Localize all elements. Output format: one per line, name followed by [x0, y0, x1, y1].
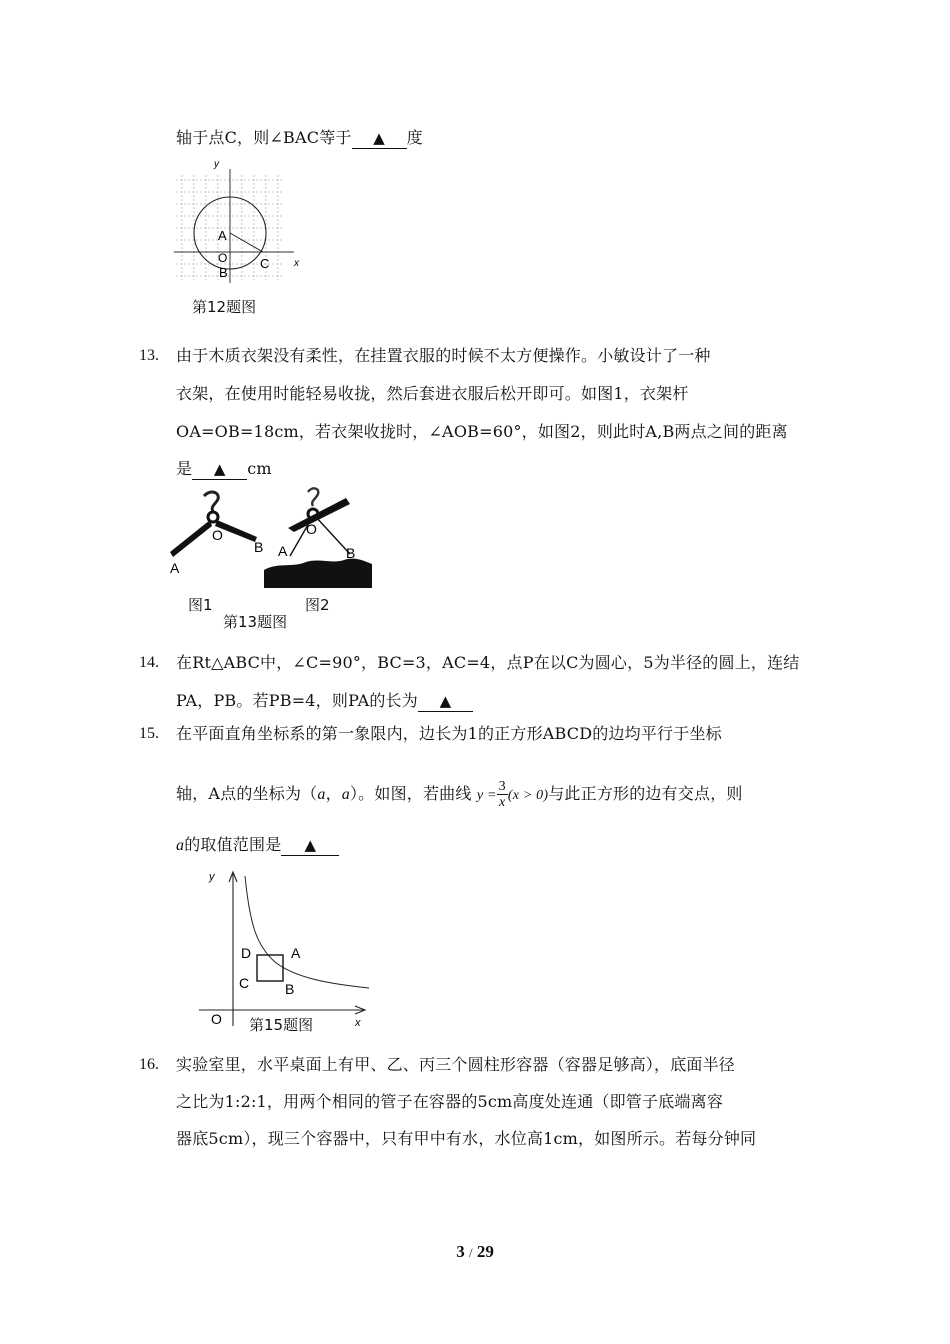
q13-fig1-o: O: [212, 527, 223, 543]
q13-line2: 衣架，在使用时能轻易收拢，然后套进衣服后松开即可。如图1，衣架杆: [176, 384, 689, 403]
q13-unit: cm: [247, 459, 272, 478]
page-footer: [0, 1242, 950, 1262]
q15-formula-cond: (x > 0): [507, 788, 549, 803]
q15-point-d: D: [241, 945, 252, 961]
q12-x-label: x: [294, 258, 299, 269]
q15-point-o: O: [211, 1011, 222, 1027]
blank-triangle: ▲: [373, 129, 385, 147]
q13-caption: 第13题图: [223, 613, 288, 631]
page-separator: /: [468, 1245, 473, 1260]
q15-comma: ，: [325, 784, 342, 803]
q12-text: 轴于点C，则∠BAC等于: [176, 128, 352, 147]
q14-line2: [176, 690, 473, 712]
q13-fig1-caption: 图1: [188, 596, 213, 614]
blank-triangle: ▲: [304, 836, 317, 854]
blank-triangle: ▲: [439, 692, 452, 710]
q14-answer-blank: [418, 691, 473, 712]
q15-var-a-2: a: [341, 786, 350, 803]
q13-number: 13.: [139, 347, 159, 364]
q13-fig1-a: A: [170, 560, 180, 576]
q15-point-c: C: [239, 975, 250, 991]
q15-formula-y: y =: [476, 788, 497, 803]
q15-line3-suffix: 的取值范围是: [184, 835, 282, 854]
q15-var-a: a: [317, 786, 326, 803]
q12-figure: [170, 155, 310, 295]
q12-point-c: C: [260, 256, 270, 271]
q15-number: 15.: [139, 725, 159, 742]
q13-fig2: [258, 484, 378, 588]
q16-line3: 器底5cm），现三个容器中，只有甲中有水，水位高1cm，如图所示。若每分钟同: [176, 1129, 757, 1148]
blank-triangle: ▲: [213, 460, 226, 478]
q12-answer-blank: [352, 128, 407, 149]
q15-figure: [195, 866, 370, 1032]
q15-y-label: y: [209, 871, 215, 883]
q13-line4: [176, 458, 272, 480]
q15-formula-fraction: [497, 779, 508, 810]
q15-point-a: A: [291, 945, 301, 961]
q15-line1: 在平面直角坐标系的第一象限内，边长为1的正方形ABCD的边均平行于坐标: [176, 724, 722, 743]
q15-point-b: B: [285, 981, 295, 997]
q12-line: [176, 127, 423, 149]
q15-line2-b: ）。如图，若曲线: [349, 784, 472, 803]
q12-caption: 第12题图: [192, 298, 257, 316]
q13-answer-blank: [192, 459, 247, 480]
q13-line4-prefix: 是: [176, 459, 193, 478]
q14-line2-prefix: PA，PB。若PB=4，则PA的长为: [176, 691, 418, 710]
q13-fig1-b: B: [254, 539, 264, 555]
q13-fig2-caption: 图2: [305, 596, 330, 614]
q13-line3: OA=OB=18cm，若衣架收拢时，∠AOB=60°，如图2，则此时A,B两点之间的距离: [176, 422, 788, 441]
q13-fig2-o: O: [306, 521, 317, 537]
q15-x-label: x: [355, 1017, 361, 1029]
q14-line1: 在Rt△ABC中，∠C=90°，BC=3，AC=4，点P在以C为圆心，5为半径的圆上，连结: [176, 653, 800, 672]
q15-line2-c: 与此正方形的边有交点，则: [548, 784, 743, 803]
q16-line2: 之比为1:2:1，用两个相同的管子在容器的5cm高度处连通（即管子底端离容: [176, 1092, 724, 1111]
q15-line3: [176, 834, 339, 857]
q12-point-o: O: [218, 251, 228, 265]
q12-point-b: B: [219, 265, 228, 280]
q15-caption: 第15题图: [249, 1016, 314, 1034]
q12-unit: 度: [406, 128, 423, 147]
page-number: 3: [456, 1242, 465, 1261]
q15-line2: [176, 776, 743, 814]
q15-answer-blank: [281, 835, 339, 856]
q13-fig2-b: B: [346, 545, 356, 561]
q14-number: 14.: [139, 654, 159, 671]
q13-fig2-a: A: [278, 543, 288, 559]
page-total: 29: [476, 1242, 494, 1261]
q15-formula-den: x: [499, 795, 506, 810]
q15-var-a-3: a: [176, 837, 185, 854]
q15-line2-a: 轴，A点的坐标为（: [176, 784, 318, 803]
q13-line1: 由于木质衣架没有柔性，在挂置衣服的时候不太方便操作。小敏设计了一种: [176, 346, 711, 365]
q12-point-a: A: [218, 228, 227, 243]
q15-formula-num: 3: [498, 779, 506, 794]
q16-line1: 实验室里，水平桌面上有甲、乙、丙三个圆柱形容器（容器足够高），底面半径: [176, 1055, 736, 1074]
q16-number: 16.: [139, 1056, 159, 1073]
q12-y-label: y: [214, 159, 219, 170]
